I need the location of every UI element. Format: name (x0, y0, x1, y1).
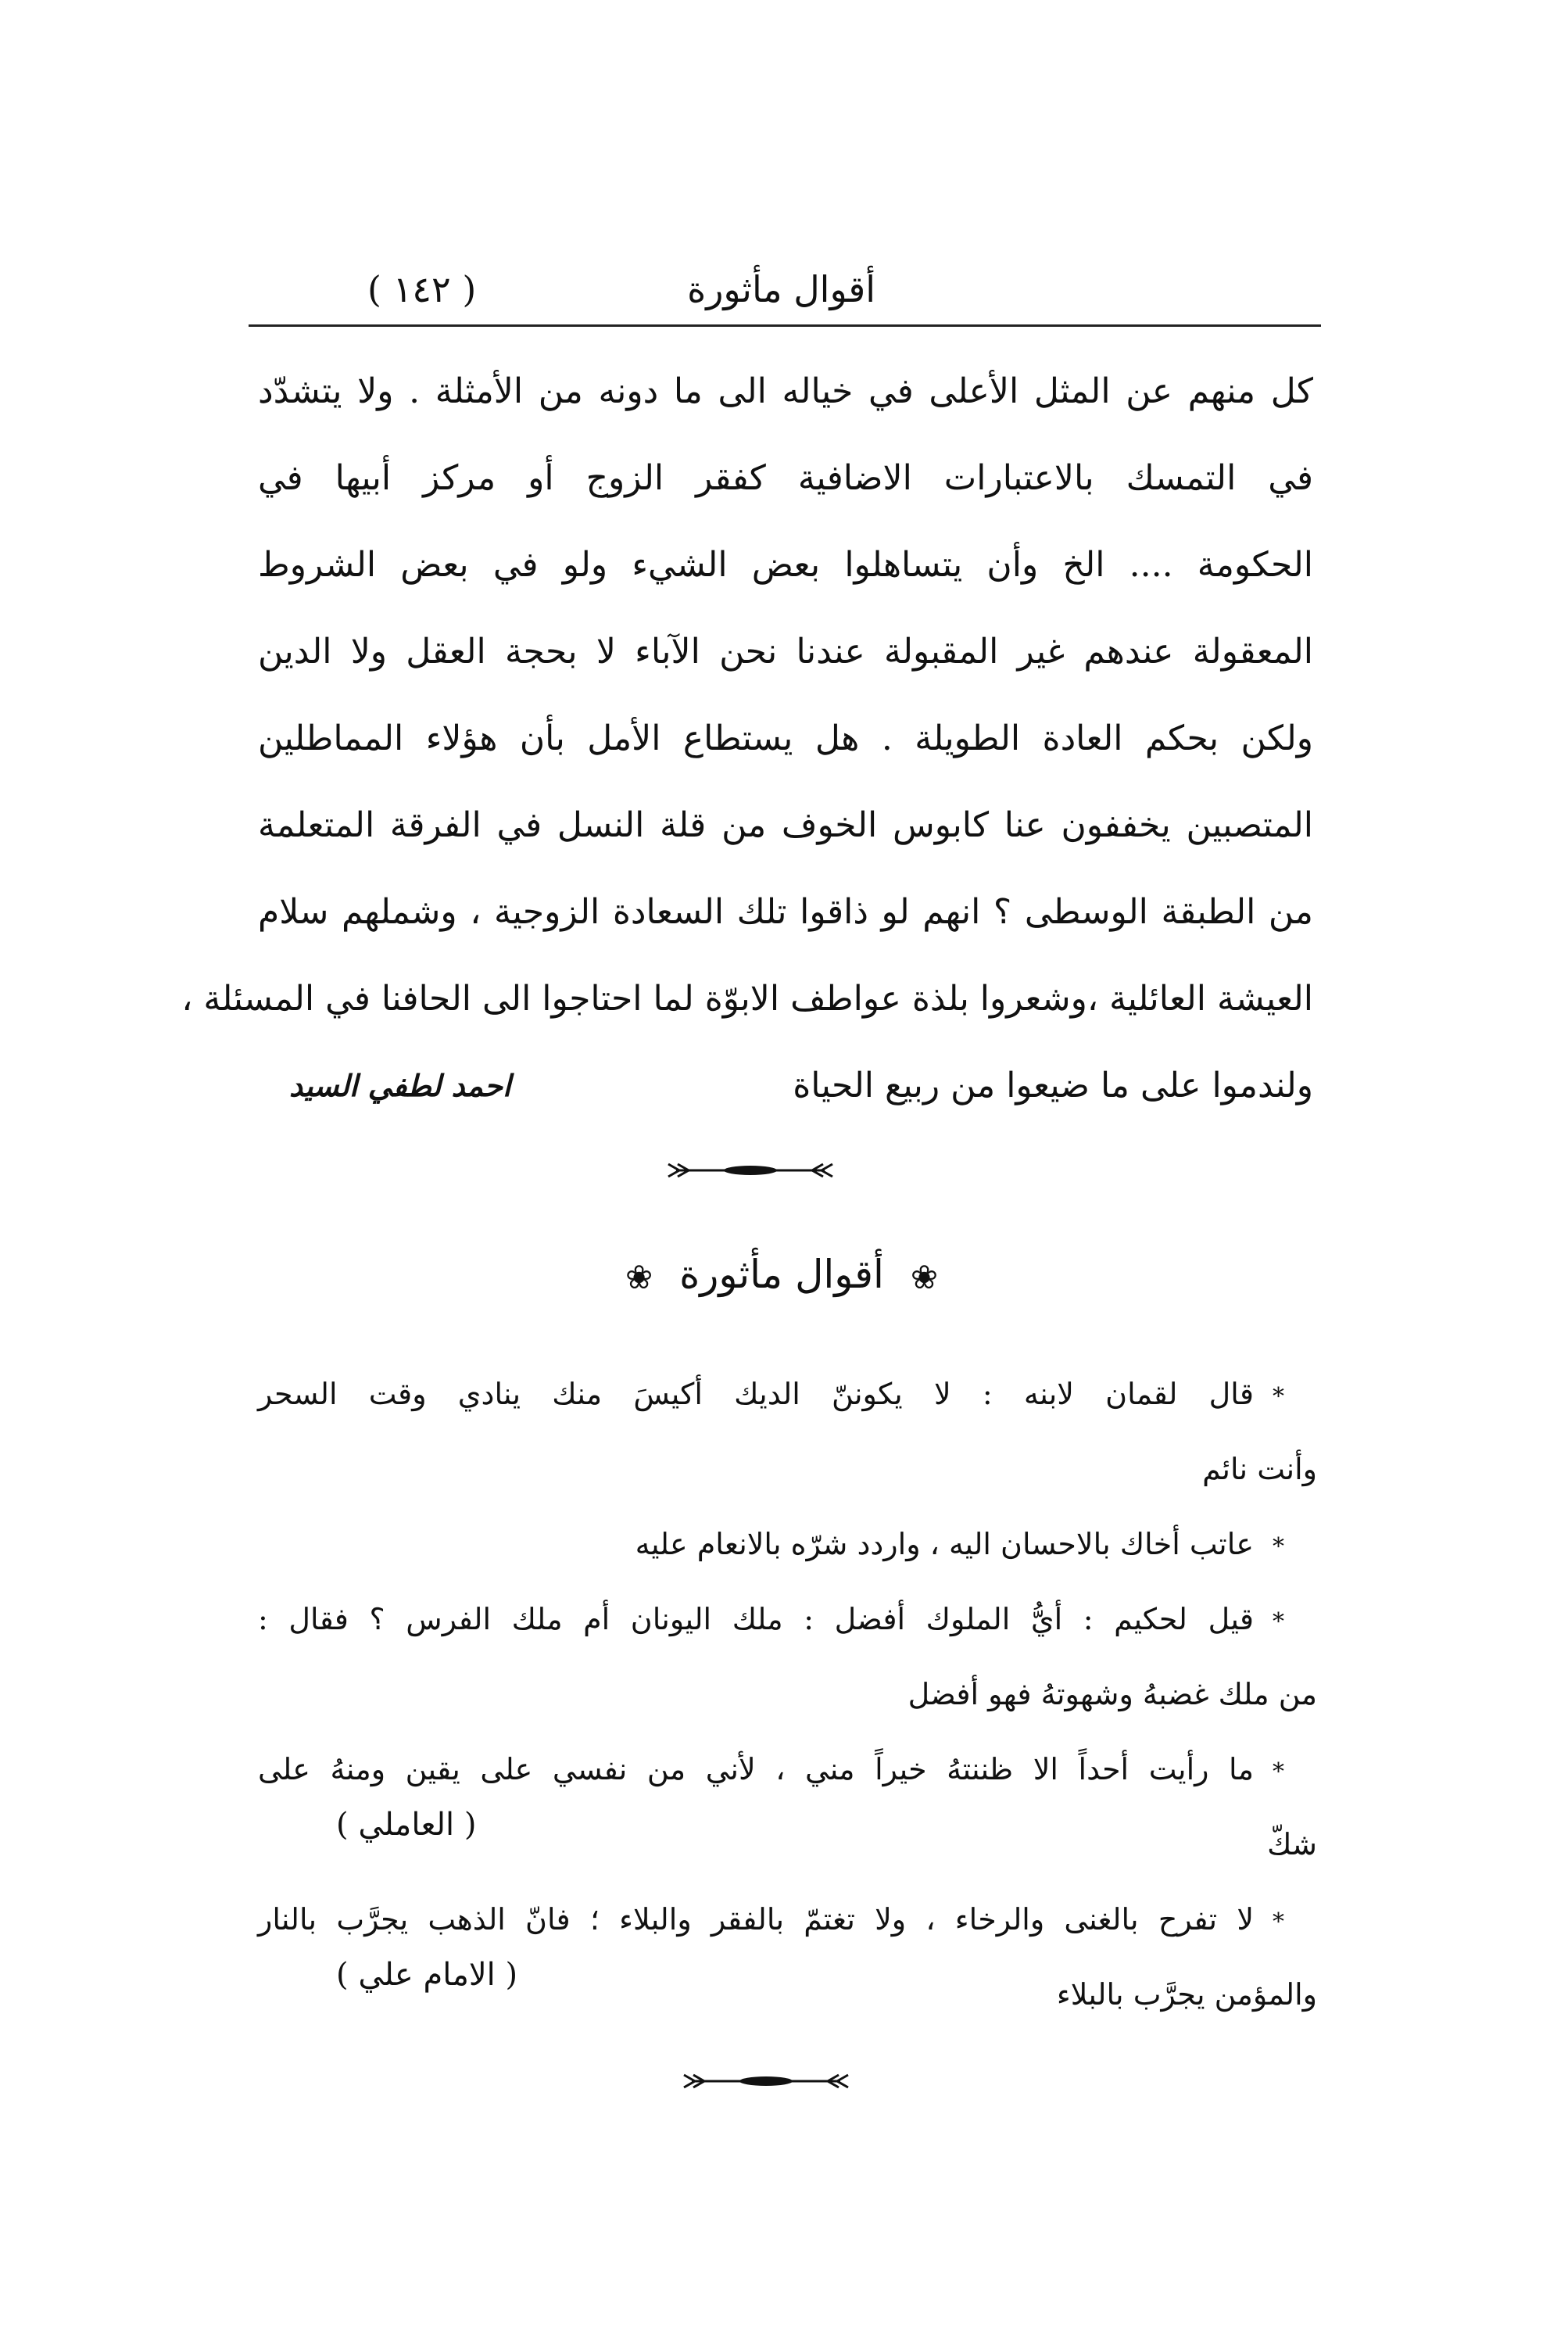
saying-text: قال لقمان لابنه : لا يكوننّ الديك أكيسَ منك ينادي وقت السحر (258, 1377, 1254, 1411)
saying-attribution: ( الامام علي ) (336, 1957, 518, 1993)
bullet-star-icon: * (1273, 1908, 1284, 1936)
page-number: ( ١٤٢ ) (367, 268, 477, 310)
running-header-title: أقوال مأثورة (687, 268, 875, 310)
saying-item (258, 1882, 1317, 2032)
saying-item (258, 1356, 1317, 1507)
article-line: ولكن بحكم العادة الطويلة . هل يستطاع الأمل بأن هؤلاء المماطلين (258, 718, 1313, 758)
ornament-divider (610, 2072, 922, 2091)
author-signature: احمد لطفي السيد (289, 1068, 511, 1103)
article-line: في التمسك بالاعتبارات الاضافية كفقر الزوج أو مركز أبيها في (258, 458, 1313, 498)
ornament-divider-icon (676, 2072, 856, 2091)
saying-line: من ملك غضبهُ وشهوتهُ فهو أفضل (908, 1677, 1317, 1711)
saying-line: والمؤمن يجرَّب بالبلاء (1056, 1977, 1317, 2012)
saying-item (258, 1507, 1317, 1582)
ornament-divider (594, 1161, 907, 1180)
saying-text: عاتب أخاك بالاحسان اليه ، واردد شرّه بالانعام عليه (635, 1527, 1254, 1561)
saying-line (258, 1882, 1317, 1957)
section-heading (547, 1243, 1016, 1309)
saying-item (258, 1732, 1317, 1882)
saying-line: شكّ (1267, 1827, 1317, 1861)
article-closing-text: ولندموا على ما ضيعوا من ربيع الحياة (793, 1066, 1313, 1105)
saying-item (258, 1582, 1317, 1732)
ornament-divider-icon (660, 1161, 840, 1180)
bullet-star-icon: * (1273, 1383, 1284, 1410)
article-line: المتصبين يخففون عنا كابوس الخوف من قلة النسل في الفرقة المتعلمة (258, 805, 1313, 845)
bullet-star-icon: * (1273, 1758, 1284, 1786)
saying-text: قيل لحكيم : أيُّ الملوك أفضل : ملك اليونان أم ملك الفرس ؟ فقال : (258, 1602, 1254, 1636)
running-header (258, 262, 1313, 317)
saying-attribution: ( العاملي ) (336, 1807, 477, 1843)
saying-line (258, 1356, 1317, 1431)
article-line: الحكومة .... الخ وأن يتساهلوا بعض الشيء ولو في بعض الشروط (258, 545, 1313, 585)
saying-line: وأنت نائم (1202, 1452, 1317, 1486)
article-text (181, 348, 1313, 1129)
header-rule (249, 324, 1321, 327)
article-line: المعقولة عندهم غير المقبولة عندنا نحن الآباء لا بحجة العقل ولا الدين (258, 632, 1313, 672)
bullet-star-icon: * (1273, 1608, 1284, 1636)
saying-text: ما رأيت أحداً الا ظننتهُ خيراً مني ، لأني من نفسي على يقين ومنهُ على (258, 1752, 1254, 1786)
article-last-line (258, 1042, 1313, 1129)
article-line: من الطبقة الوسطى ؟ انهم لو ذاقوا تلك السعادة الزوجية ، وشملهم سلام (258, 892, 1313, 932)
saying-text: لا تفرح بالغنى والرخاء ، ولا تغتمّ بالفقر والبلاء ؛ فانّ الذهب يجرَّب بالنار (258, 1902, 1254, 1937)
article-line: العيشة العائلية ،وشعروا بلذة عواطف الابوّة لما احتاجوا الى الحافنا في المسئلة ، (181, 979, 1313, 1019)
bullet-star-icon: * (1273, 1533, 1284, 1560)
saying-line (258, 1507, 1317, 1582)
flower-ornament-icon: ❀ (910, 1258, 939, 1296)
saying-line (258, 1732, 1317, 1807)
article-line: كل منهم عن المثل الأعلى في خياله الى ما دونه من الأمثلة . ولا يتشدّد (258, 371, 1313, 411)
flower-ornament-icon: ❀ (625, 1258, 653, 1296)
saying-line (258, 1582, 1317, 1657)
sayings-list (258, 1356, 1317, 2032)
section-heading-text: أقوال مأثورة (679, 1252, 884, 1297)
